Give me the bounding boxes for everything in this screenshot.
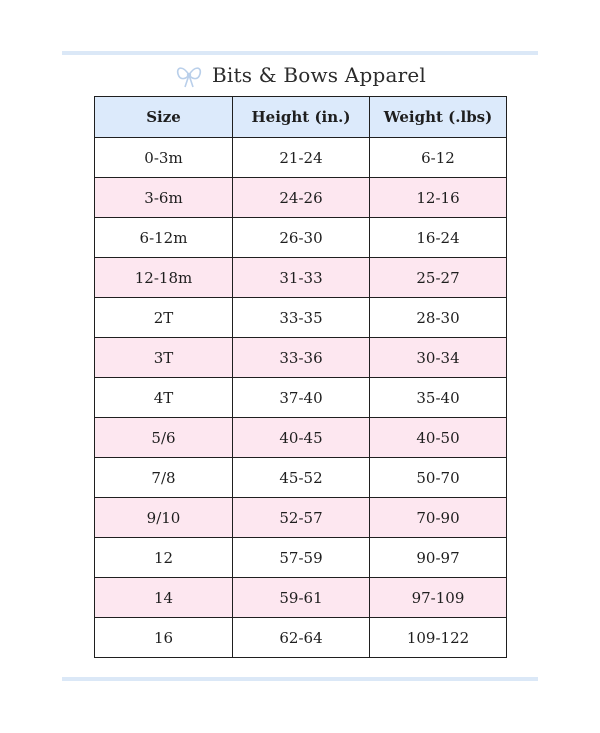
table-row bbox=[95, 138, 507, 178]
cell-weight: 70-90 bbox=[370, 498, 507, 538]
cell-size: 4T bbox=[95, 378, 233, 418]
table-row bbox=[95, 498, 507, 538]
cell-weight: 6-12 bbox=[370, 138, 507, 178]
cell-height: 33-36 bbox=[233, 338, 370, 378]
cell-weight: 90-97 bbox=[370, 538, 507, 578]
cell-height: 45-52 bbox=[233, 458, 370, 498]
brand-title: Bits & Bows Apparel bbox=[212, 63, 426, 87]
cell-size: 12 bbox=[95, 538, 233, 578]
table-body bbox=[95, 138, 507, 658]
cell-height: 37-40 bbox=[233, 378, 370, 418]
cell-size: 0-3m bbox=[95, 138, 233, 178]
table-row bbox=[95, 338, 507, 378]
cell-height: 24-26 bbox=[233, 178, 370, 218]
cell-size: 6-12m bbox=[95, 218, 233, 258]
cell-weight: 25-27 bbox=[370, 258, 507, 298]
table-row bbox=[95, 618, 507, 658]
cell-height: 33-35 bbox=[233, 298, 370, 338]
cell-size: 16 bbox=[95, 618, 233, 658]
cell-size: 3-6m bbox=[95, 178, 233, 218]
cell-height: 21-24 bbox=[233, 138, 370, 178]
size-chart-table bbox=[94, 96, 507, 658]
table-row bbox=[95, 378, 507, 418]
cell-weight: 35-40 bbox=[370, 378, 507, 418]
cell-weight: 30-34 bbox=[370, 338, 507, 378]
brand-header bbox=[0, 59, 600, 91]
cell-size: 12-18m bbox=[95, 258, 233, 298]
cell-height: 31-33 bbox=[233, 258, 370, 298]
cell-size: 3T bbox=[95, 338, 233, 378]
cell-height: 59-61 bbox=[233, 578, 370, 618]
table-row bbox=[95, 218, 507, 258]
table-header-row bbox=[95, 97, 507, 138]
cell-height: 57-59 bbox=[233, 538, 370, 578]
cell-weight: 12-16 bbox=[370, 178, 507, 218]
cell-weight: 50-70 bbox=[370, 458, 507, 498]
header-size: Size bbox=[95, 97, 233, 138]
table-row bbox=[95, 458, 507, 498]
bow-monogram-icon bbox=[174, 61, 204, 89]
cell-size: 5/6 bbox=[95, 418, 233, 458]
cell-size: 14 bbox=[95, 578, 233, 618]
table-row bbox=[95, 298, 507, 338]
cell-weight: 40-50 bbox=[370, 418, 507, 458]
header-weight: Weight (.lbs) bbox=[370, 97, 507, 138]
cell-height: 52-57 bbox=[233, 498, 370, 538]
table-row bbox=[95, 538, 507, 578]
table-row bbox=[95, 178, 507, 218]
table-row bbox=[95, 418, 507, 458]
table-row bbox=[95, 578, 507, 618]
cell-size: 9/10 bbox=[95, 498, 233, 538]
cell-height: 62-64 bbox=[233, 618, 370, 658]
cell-weight: 16-24 bbox=[370, 218, 507, 258]
cell-size: 2T bbox=[95, 298, 233, 338]
bottom-divider bbox=[62, 677, 538, 681]
header-height: Height (in.) bbox=[233, 97, 370, 138]
cell-weight: 109-122 bbox=[370, 618, 507, 658]
cell-size: 7/8 bbox=[95, 458, 233, 498]
table-row bbox=[95, 258, 507, 298]
top-divider bbox=[62, 51, 538, 55]
cell-height: 26-30 bbox=[233, 218, 370, 258]
cell-weight: 28-30 bbox=[370, 298, 507, 338]
cell-height: 40-45 bbox=[233, 418, 370, 458]
cell-weight: 97-109 bbox=[370, 578, 507, 618]
